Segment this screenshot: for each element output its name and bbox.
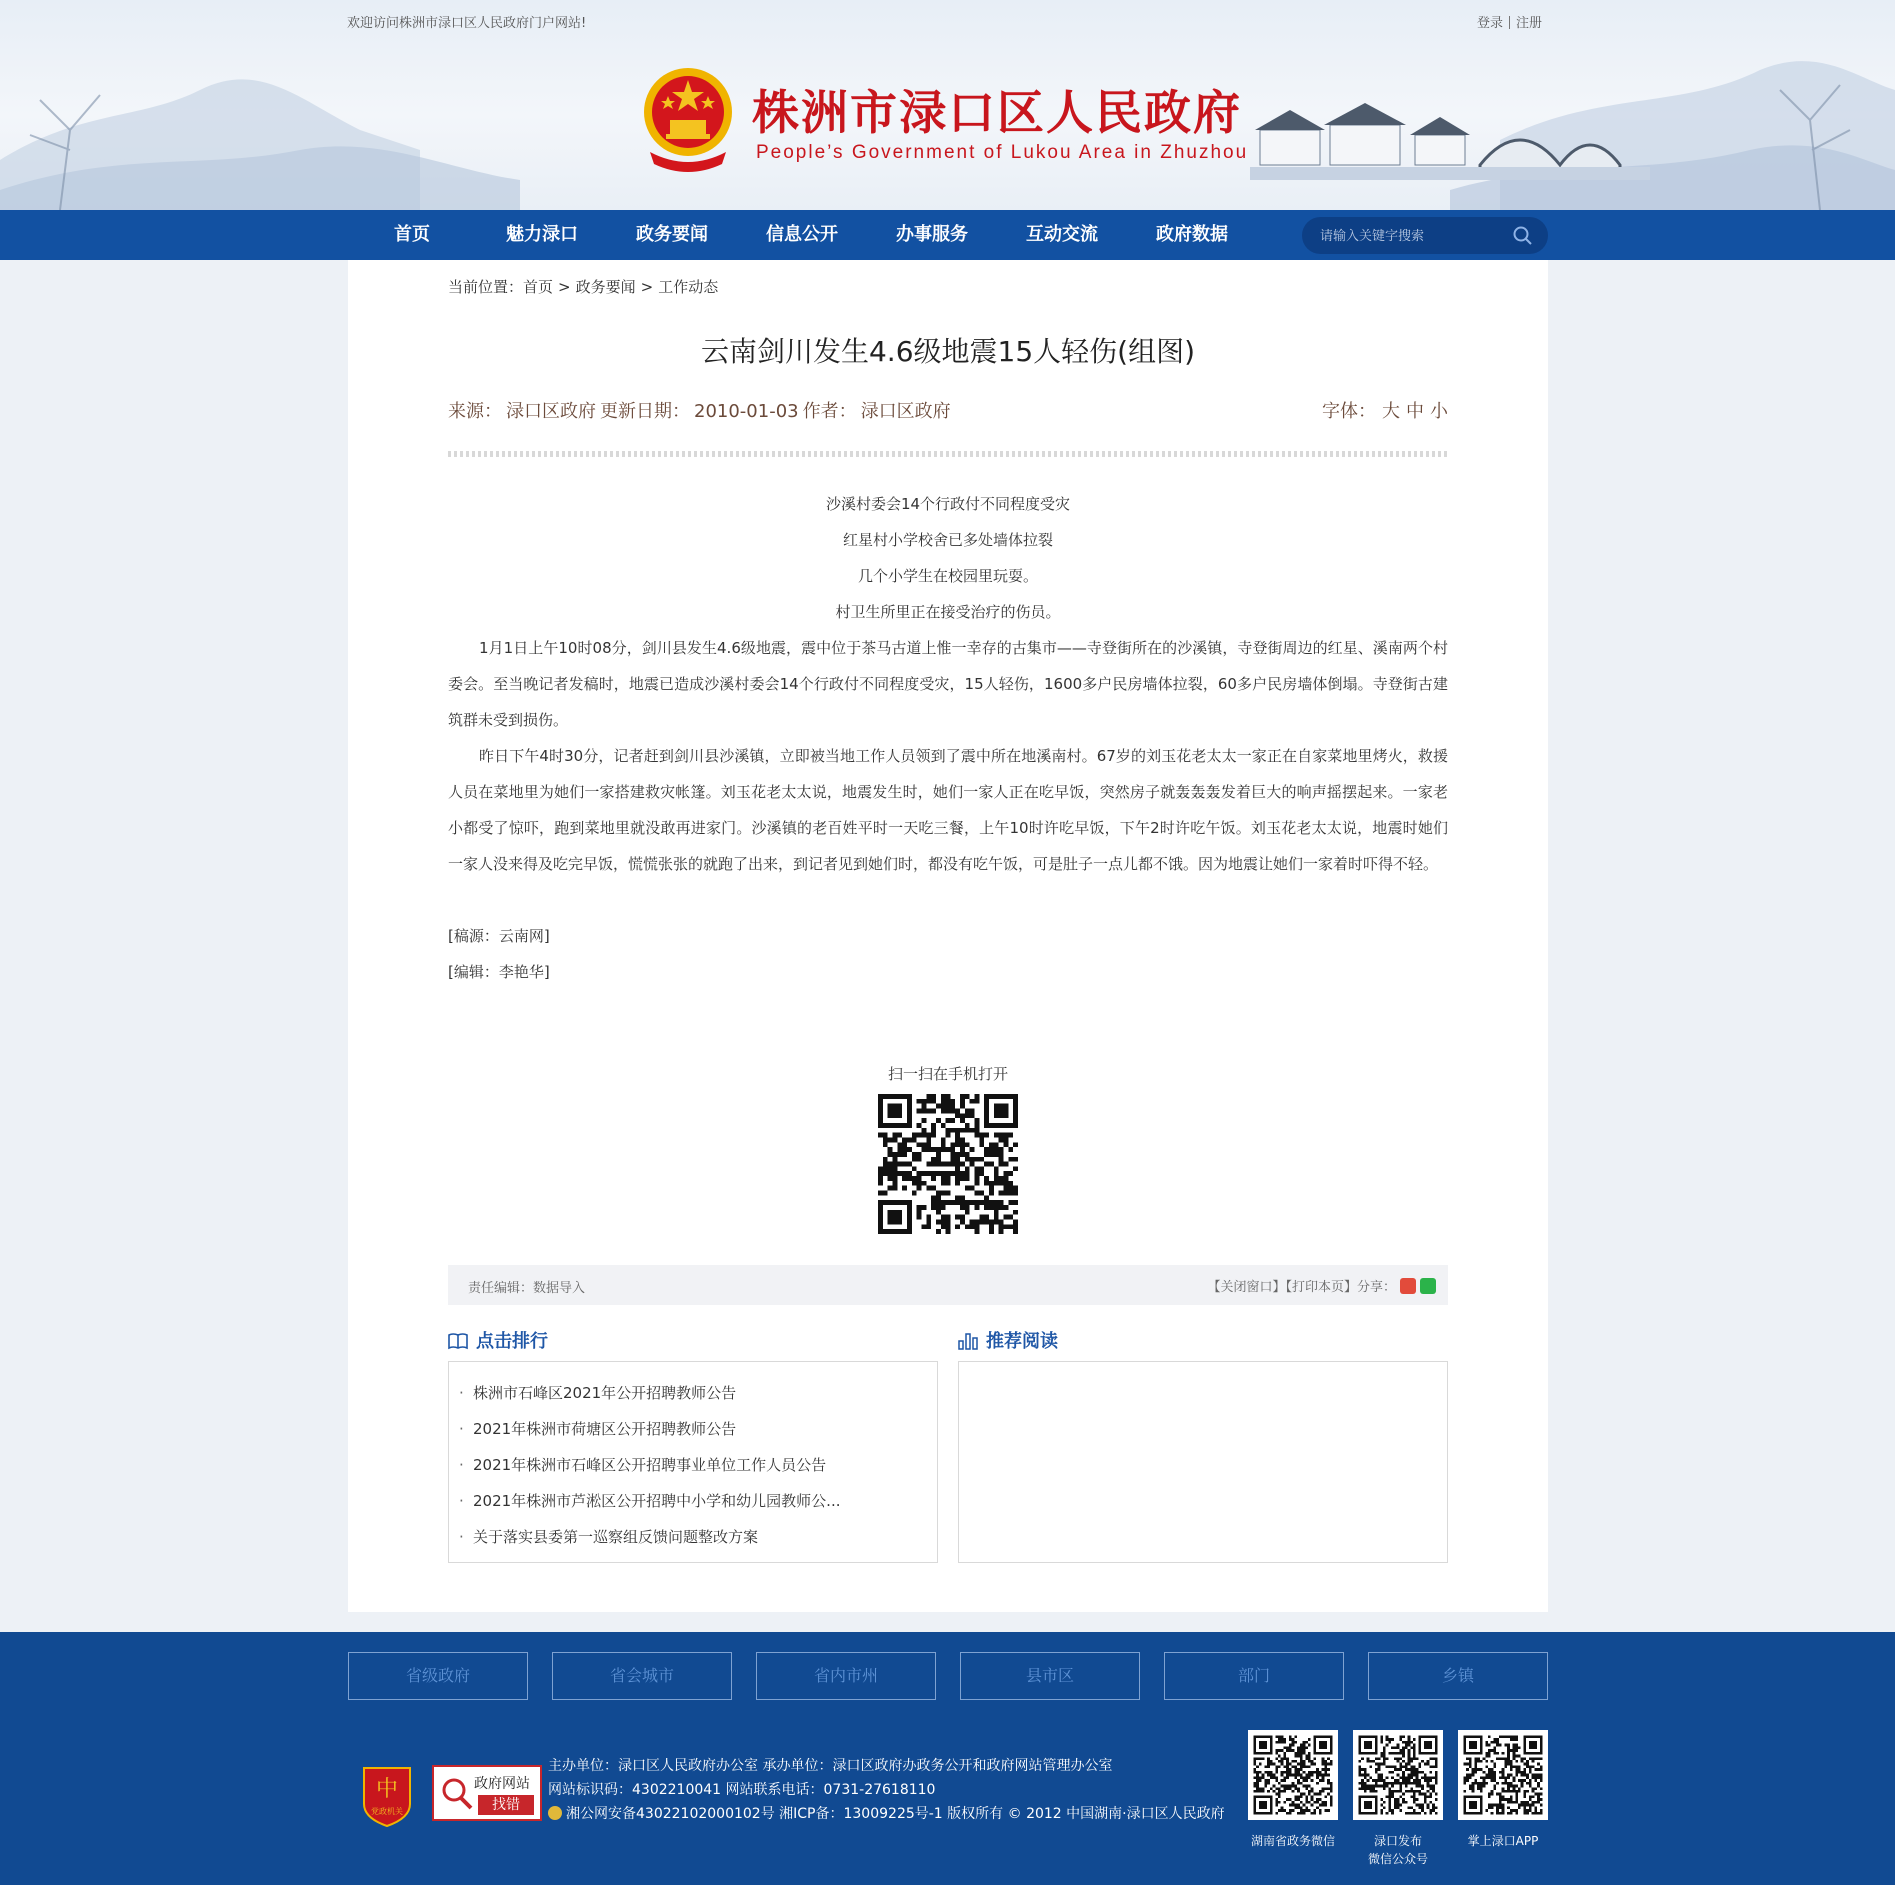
bar-chart-icon <box>958 1332 978 1350</box>
site-subtitle: People’s Government of Lukou Area in Zhuzhou <box>756 142 1249 163</box>
nav-item-home[interactable]: 首页 <box>394 224 430 245</box>
author-label: 作者： <box>802 401 857 422</box>
recommend-box <box>958 1361 1448 1563</box>
article-paragraph: 昨日下午4时30分，记者赶到剑川县沙溪镇，立即被当地工作人员领到了震中所在地溪南村。67岁的刘玉花老太太一家正在自家菜地里烤火，救援人员在菜地里为她们一家搭建救灾帐篷。刘玉花老太太说，地震发生时，她们一家人正在吃早饭，突然房子就轰轰轰发着巨大的响声摇摆起来。一家老小都受了惊吓，跑到菜地里就没敢再进家门。沙溪镇的老百姓平时一天吃三餐，上午10时许吃早饭，下午2时许吃午饭。刘玉花老太太说，地震时她们一家人没来得及吃完早饭，慌慌张张的就跑了出来，到记者见到她们时，都没有吃午饭，可是肚子一点儿都不饿。因为地震让她们一家着时吓得不轻。 <box>448 747 1448 873</box>
wechat-share-icon[interactable] <box>1420 1278 1436 1294</box>
footer-info-line <box>548 1802 1225 1826</box>
font-size-switcher <box>1322 397 1448 423</box>
town-scene-decoration <box>1250 85 1650 180</box>
editor-note: [编辑：李艳华] <box>448 963 550 981</box>
toolbar-actions <box>1207 1276 1436 1295</box>
ranking-list <box>449 1362 937 1555</box>
list-item-label: 2021年株洲市石峰区公开招聘事业单位工作人员公告 <box>473 1456 827 1474</box>
breadcrumb-separator: > <box>558 278 571 296</box>
main-nav <box>0 210 1895 260</box>
find-error-button[interactable] <box>432 1765 542 1821</box>
weibo-share-icon[interactable] <box>1400 1278 1416 1294</box>
footer-qr-label: 掌上渌口APP <box>1467 1834 1539 1848</box>
badge-text: 党政机关 <box>371 1807 403 1816</box>
list-item[interactable] <box>449 1447 937 1483</box>
nav-item-charm[interactable]: 魅力渌口 <box>506 224 578 245</box>
site-header <box>0 0 1895 210</box>
font-size-label: 字体： <box>1322 401 1376 422</box>
recommend-title: 推荐阅读 <box>986 1331 1058 1352</box>
breadcrumb-news[interactable]: 政务要闻 <box>575 278 636 296</box>
footer-qr-code <box>1248 1730 1338 1820</box>
footer-qr-code <box>1458 1730 1548 1820</box>
book-icon <box>448 1332 468 1350</box>
register-link[interactable]: 注册 <box>1515 16 1542 31</box>
footer-qr-label: 湖南省政务微信 <box>1250 1834 1335 1848</box>
recommend-heading <box>958 1327 1058 1353</box>
article-body <box>448 486 1448 990</box>
font-medium-button[interactable]: 中 <box>1406 401 1424 422</box>
ranking-box <box>448 1361 938 1563</box>
list-item[interactable] <box>449 1519 937 1555</box>
print-page-link[interactable]: 【打印本页】 <box>1285 1280 1357 1295</box>
footer-link-departments[interactable]: 部门 <box>1164 1652 1344 1700</box>
national-emblem-icon <box>640 62 736 174</box>
divider <box>1509 16 1510 29</box>
bullet: · <box>459 1528 464 1546</box>
author-value: 渌口区政府 <box>860 401 951 422</box>
bullet: · <box>459 1384 464 1402</box>
nav-item-services[interactable]: 办事服务 <box>896 224 968 245</box>
footer-link-cities[interactable]: 省内市州 <box>756 1652 936 1700</box>
nav-item-news[interactable]: 政务要闻 <box>636 224 708 245</box>
breadcrumb-separator: > <box>640 278 654 296</box>
share-label: 分享： <box>1356 1280 1396 1295</box>
date-value: 2010-01-03 <box>694 401 799 422</box>
site-footer <box>0 1632 1895 1885</box>
nav-item-disclosure[interactable]: 信息公开 <box>766 224 838 245</box>
bullet: · <box>459 1492 464 1510</box>
photo-caption: 几个小学生在校园里玩耍。 <box>857 567 1038 585</box>
list-item-label: 株洲市石峰区2021年公开招聘教师公告 <box>473 1384 737 1402</box>
find-error-top-text: 政府网站 <box>474 1776 530 1792</box>
dotted-divider <box>448 451 1448 457</box>
footer-qr-label: 渌口发布 微信公众号 <box>1367 1834 1428 1866</box>
search-input[interactable] <box>1320 226 1500 246</box>
bullet: · <box>459 1420 464 1438</box>
svg-text:中: 中 <box>375 1777 399 1802</box>
footer-info-text: 湘公网安备43022102000102号 湘ICP备：13009225号-1 版权所有 © 2012 中国湖南·渌口区人民政府 <box>566 1806 1225 1822</box>
source-note: [稿源：云南网] <box>448 927 550 945</box>
breadcrumb <box>448 276 718 297</box>
ranking-heading <box>448 1327 548 1353</box>
date-label: 更新日期： <box>600 401 690 422</box>
footer-link-province[interactable]: 省级政府 <box>348 1652 528 1700</box>
article-title: 云南剑川发生4.6级地震15人轻伤(组图) <box>700 335 1195 368</box>
qr-code <box>878 1094 1018 1234</box>
breadcrumb-prefix: 当前位置： <box>448 278 524 296</box>
list-item-label: 关于落实县委第一巡察组反馈问题整改方案 <box>473 1528 759 1546</box>
list-item[interactable] <box>449 1411 937 1447</box>
breadcrumb-home[interactable]: 首页 <box>523 278 554 296</box>
party-government-badge-icon[interactable] <box>360 1764 414 1828</box>
close-window-link[interactable]: 【关闭窗口】 <box>1207 1280 1286 1295</box>
qr-label: 扫一扫在手机打开 <box>887 1065 1008 1083</box>
photo-caption: 红星村小学校舍已多处墙体拉裂 <box>842 531 1053 549</box>
article-meta <box>448 397 955 423</box>
nav-item-data[interactable]: 政府数据 <box>1156 224 1228 245</box>
search-icon[interactable] <box>1512 225 1534 247</box>
welcome-text: 欢迎访问株洲市渌口区人民政府门户网站! <box>347 16 587 31</box>
photo-caption: 沙溪村委会14个行政付不同程度受灾 <box>825 495 1071 513</box>
list-item[interactable] <box>449 1375 937 1411</box>
footer-link-counties[interactable]: 县市区 <box>960 1652 1140 1700</box>
list-item-label: 2021年株洲市芦淞区公开招聘中小学和幼儿园教师公... <box>473 1492 841 1510</box>
font-large-button[interactable]: 大 <box>1382 401 1400 422</box>
editor-value: 数据导入 <box>533 1281 586 1296</box>
footer-info-line: 主办单位：渌口区人民政府办公室 承办单位：渌口区政府办政务公开和政府网站管理办公室 <box>548 1758 1113 1774</box>
photo-caption: 村卫生所里正在接受治疗的伤员。 <box>835 603 1061 621</box>
font-small-button[interactable]: 小 <box>1430 401 1448 422</box>
police-badge-icon <box>548 1806 562 1820</box>
footer-link-towns[interactable]: 乡镇 <box>1368 1652 1548 1700</box>
breadcrumb-work[interactable]: 工作动态 <box>658 278 719 296</box>
ranking-title: 点击排行 <box>476 1331 548 1352</box>
footer-qr-code <box>1353 1730 1443 1820</box>
source-label: 来源： <box>448 401 502 422</box>
list-item-label: 2021年株洲市荷塘区公开招聘教师公告 <box>473 1420 737 1438</box>
footer-link-capital[interactable]: 省会城市 <box>552 1652 732 1700</box>
article-paragraph: 1月1日上午10时08分，剑川县发生4.6级地震，震中位于茶马古道上惟一幸存的古集市——寺登街所在的沙溪镇，寺登街周边的红星、溪南两个村委会。至当晚记者发稿时，地震已造成沙溪村委会14个行政付不同程度受灾，15人轻伤，1600多户民房墙体拉裂，60多户民房墙体倒塌。寺登街古建筑群未受到损伤。 <box>448 639 1448 729</box>
editor-label: 责任编辑： <box>468 1281 534 1296</box>
footer-info <box>548 1754 1225 1826</box>
footer-info-line: 网站标识码：4302210041 网站联系电话：0731-27618110 <box>548 1782 936 1798</box>
site-title: 株洲市渌口区人民政府 <box>752 86 1242 141</box>
list-item[interactable] <box>449 1483 937 1519</box>
magnifier-icon <box>440 1775 474 1811</box>
article-container <box>348 260 1548 1612</box>
bullet: · <box>459 1456 464 1474</box>
login-link[interactable]: 登录 <box>1476 16 1503 31</box>
responsible-editor <box>468 1277 585 1296</box>
auth-links <box>1477 12 1542 31</box>
nav-item-interaction[interactable]: 互动交流 <box>1026 224 1098 245</box>
source-value: 渌口区政府 <box>506 401 596 422</box>
search-box <box>1302 217 1548 254</box>
article-toolbar <box>448 1265 1448 1305</box>
find-error-bottom-text: 找错 <box>478 1795 534 1815</box>
